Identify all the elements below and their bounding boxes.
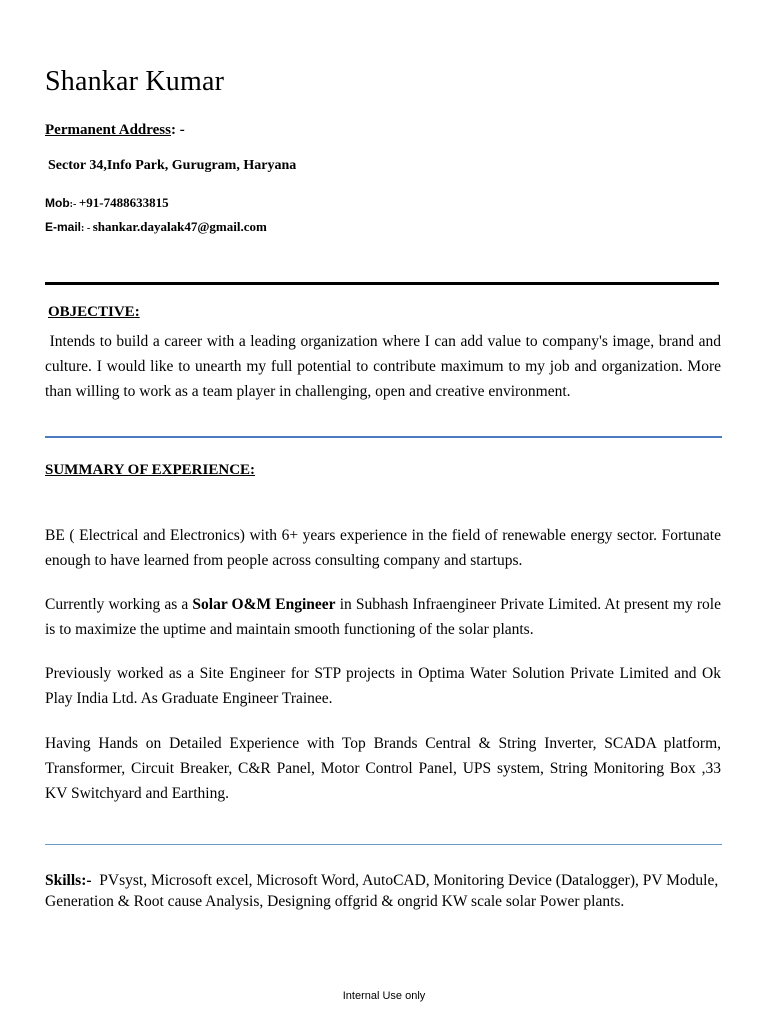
address-label: Permanent Address	[45, 122, 171, 138]
current-role-details: in Subhash Infraengineer Private Limited. At present my role is to maximize the uptime and maintain smooth functioning of the solar plants.	[45, 596, 721, 638]
email-separator: : -	[81, 223, 93, 234]
header-divider	[45, 282, 719, 285]
email-label: E-mail	[45, 220, 82, 234]
summary-paragraph-current-role	[45, 592, 721, 642]
summary-paragraph-experience: Having Hands on Detailed Experience with Top Brands Central & String Inverter, SCADA platform, Transformer, Circuit Breaker, C&R Panel, Motor Control Panel, UPS system, String Monitoring Box ,33 KV Switchyard and Earthing.	[45, 735, 721, 802]
mobile-label: Mob	[45, 196, 70, 210]
objective-text	[45, 329, 721, 404]
objective-text-body: Intends to build a career with a leading organization where I can add value to company's image, brand and culture. I would like to unearth my full potential to contribute maximum to my job and organization. More than willing to work as a team player in challenging, open and creative environment.	[45, 333, 721, 400]
mobile-number: +91-7488633815	[78, 195, 169, 210]
objective-heading	[48, 304, 140, 321]
email-address: shankar.dayalak47@gmail.com	[92, 219, 267, 234]
summary-paragraph-previous-role: Previously worked as a Site Engineer for STP projects in Optima Water Solution Private Limited and Ok Play India Ltd. As Graduate Engineer Trainee.	[45, 665, 721, 707]
address-heading	[45, 122, 185, 139]
current-role-title: Solar O&M Engineer	[192, 596, 336, 613]
objective-heading-colon: :	[134, 304, 140, 320]
summary-paragraph-education: BE ( Electrical and Electronics) with 6+ years experience in the field of renewable energy sector. Fortunate enough to have learned from people across consulting company and startups.	[45, 527, 721, 569]
skills-text: PVsyst, Microsoft excel, Microsoft Word, AutoCAD, Monitoring Device (Datalogger), PV Module, Generation & Root cause Analysis, Designing offgrid & ongrid KW scale solar Power plants.	[45, 872, 719, 910]
mobile-line	[45, 195, 169, 211]
skills-section	[45, 870, 725, 912]
mobile-separator: :-	[69, 199, 79, 210]
objective-divider	[45, 436, 722, 438]
current-role-intro: Currently working as a	[45, 596, 193, 613]
address-line: Sector 34,Info Park, Gurugram, Haryana	[48, 158, 297, 173]
email-line	[45, 219, 267, 235]
footer-classification: Internal Use only	[342, 990, 426, 1002]
summary-heading-text: SUMMARY OF EXPERIENCE	[45, 462, 251, 478]
candidate-name: Shankar Kumar	[45, 66, 225, 97]
objective-heading-text: OBJECTIVE	[48, 304, 135, 320]
summary-heading-colon: :	[250, 462, 256, 478]
skills-label: Skills:-	[45, 872, 92, 889]
summary-heading	[45, 462, 255, 479]
address-label-suffix: : -	[170, 122, 185, 138]
skills-divider	[45, 844, 722, 845]
